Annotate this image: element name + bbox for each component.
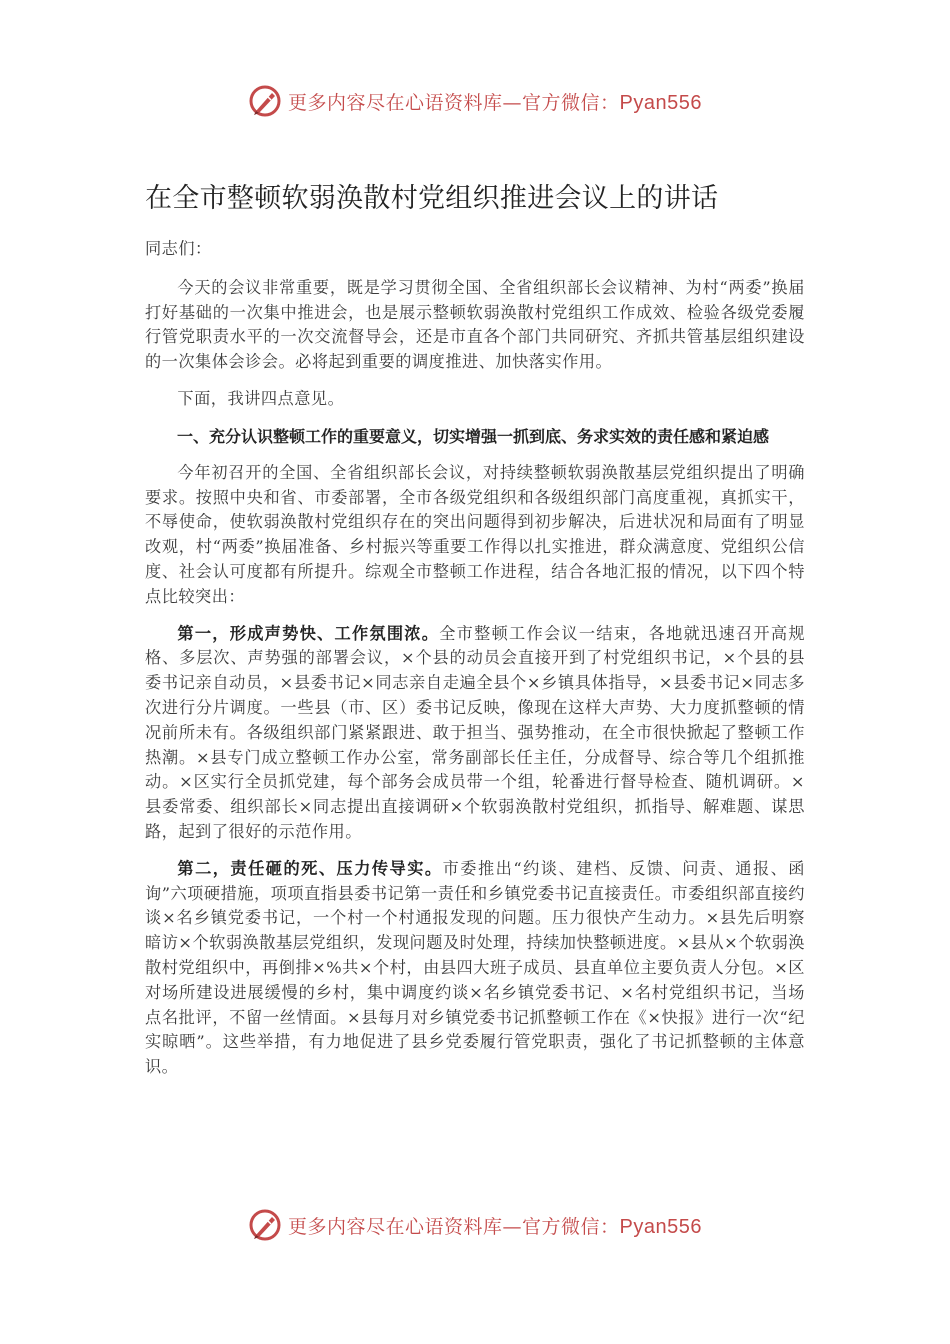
banner-wechat-id: Pyan556 (619, 91, 702, 114)
pen-logo-icon (248, 1208, 282, 1242)
point-1-body: 全市整顿工作会议一结束，各地就迅速召开高规格、多层次、声势强的部署会议，×个县的动员会直接开到了村党组织书记，×个县的县委书记亲自动员，×县委书记×同志亲自走遍全县个×乡镇具体指导，×县委书记×同志多次进行分片调度。一些县（市、区）委书记反映，像现在这样大声势、大力度抓整顿的情况前所未有。各级组织部门紧紧跟进、敢于担当、强势推动，在全市很快掀起了整顿工作热潮。×县专门成立整顿工作办公室，常务副部长任主任，分成督导、综合等几个组抓推动。×区实行全员抓党建，每个部务会成员带一个组，轮番进行督导检查、随机调研。×县委常委、组织部长×同志提出直接调研×个软弱涣散村党组织，抓指导、解难题、谋思路，起到了很好的示范作用。 (145, 623, 806, 841)
salutation: 同志们： (145, 239, 212, 258)
document-body (145, 176, 805, 1092)
banner-text: 更多内容尽在心语资料库—官方微信： (288, 91, 620, 114)
point-1-lead: 第一，形成声势快、工作氛围浓。 (177, 623, 440, 643)
document-title: 在全市整顿软弱涣散村党组织推进会议上的讲话 (145, 183, 719, 214)
footer-watermark (0, 1208, 950, 1242)
paragraph-outline: 下面，我讲四点意见。 (177, 388, 345, 408)
point-2-body: 市委推出“约谈、建档、反馈、问责、通报、函询”六项硬措施，项项直指县委书记第一责任和乡镇党委书记直接责任。市委组织部直接约谈×名乡镇党委书记，一个村一个村通报发现的问题。压力很快产生动力。×县先后明察暗访×个软弱涣散基层党组织，发现问题及时处理，持续加快整顿进度。×县从×个软弱涣散村党组织中，再倒排×%共×个村，由县四大班子成员、县直单位主要负责人分包。×区对场所建设进展缓慢的乡村，集中调度约谈×名乡镇党委书记、×名村党组织书记，当场点名批评，不留一丝情面。×县每月对乡镇党委书记抓整顿工作在《×快报》进行一次“纪实晾晒”。这些举措，有力地促进了县乡党委履行管党职责，强化了书记抓整顿的主体意识。 (145, 858, 805, 1077)
paragraph-point-1 (145, 622, 805, 845)
paragraph-section1: 今年初召开的全国、全省组织部长会议，对持续整顿软弱涣散基层党组织提出了明确要求。按照中央和省、市委部署，全市各级党组织和各级组织部门高度重视，真抓实干，不辱使命，使软弱涣散村党组织存在的突出问题得到初步解决，后进状况和局面有了明显改观，村“两委”换届准备、乡村振兴等重要工作得以扎实推进，群众满意度、党组织公信度、社会认可度都有所提升。综观全市整顿工作进程，结合各地汇报的情况，以下四个特点比较突出： (145, 462, 805, 606)
section-heading-1: 一、充分认识整顿工作的重要意义，切实增强一抓到底、务求实效的责任感和紧迫感 (177, 426, 770, 446)
banner-text: 更多内容尽在心语资料库—官方微信： (288, 1215, 620, 1238)
paragraph-point-2 (145, 857, 805, 1080)
paragraph-intro: 今天的会议非常重要，既是学习贯彻全国、全省组织部长会议精神、为村“两委”换届打好基础的一次集中推进会，也是展示整顿软弱涣散村党组织工作成效、检验各级党委履行管党职责水平的一次交流督导会，还是市直各个部门共同研究、齐抓共管基层组织建设的一次集体会诊会。必将起到重要的调度推进、加快落实作用。 (145, 277, 805, 372)
banner-wechat-id: Pyan556 (619, 1215, 702, 1238)
point-2-lead: 第二，责任砸的死、压力传导实。 (177, 858, 443, 878)
pen-logo-icon (248, 84, 282, 118)
header-watermark (0, 84, 950, 118)
